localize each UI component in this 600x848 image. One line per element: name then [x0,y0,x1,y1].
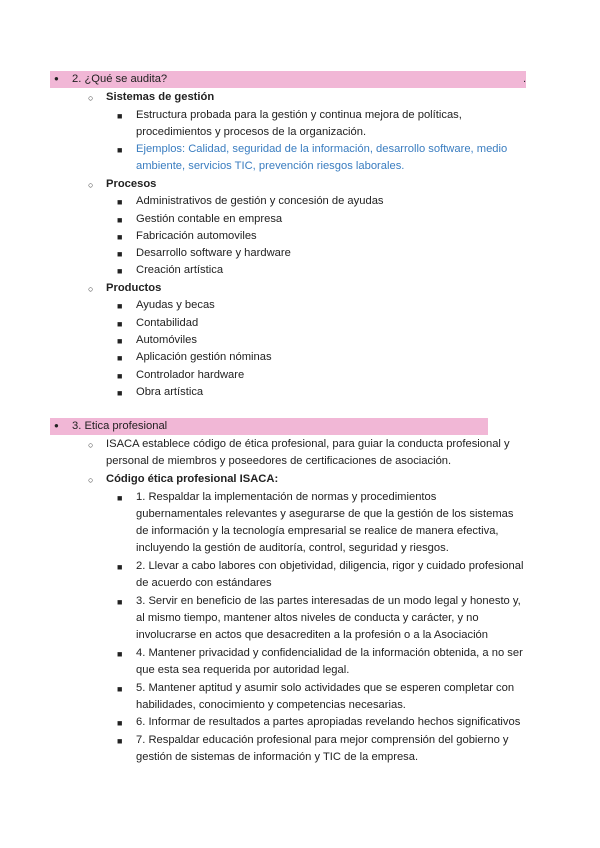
list-item-line: Gestión contable en empresa [136,213,283,225]
example-line: ambiente, servicios TIC, prevención riesgos laborales. [136,160,405,172]
code-item-line: 7. Respaldar educación profesional para mejor comprensión del gobierno y [136,734,509,746]
item-bullet: ■ [117,249,123,259]
subsection-bullet: ○ [88,475,94,485]
code-item-line: 2. Llevar a cabo labores con objetividad, diligencia, rigor y cuidado profesional [136,560,524,572]
list-item-line: Obra artística [136,386,204,398]
item-bullet: ■ [117,353,123,363]
item-bullet: ■ [117,111,123,121]
code-item-line: involucrarse en actos que desacrediten a la profesión o a la Asociación [136,629,489,641]
subsection-bullet: ○ [88,93,94,103]
code-item-line: 1. Respaldar la implementación de normas y procedimientos [136,491,437,503]
item-bullet: ■ [117,145,123,155]
subsection-bullet: ○ [88,440,94,450]
section-bullet: ● [54,74,59,83]
subsection-title: Procesos [106,178,157,190]
item-bullet: ■ [117,493,123,503]
item-bullet: ■ [117,232,123,242]
code-item-line: incluyendo la gestión de auditoría, control, seguridad y riesgos. [136,542,449,554]
list-item-line: Administrativos de gestión y concesión de ayudas [136,195,384,207]
subsection-bullet: ○ [88,180,94,190]
item-bullet: ■ [117,215,123,225]
code-item-line: 3. Servir en beneficio de las partes interesadas de un modo legal y honesto y, [136,595,521,607]
code-item-line: que esta sea requerida por autoridad legal. [136,664,350,676]
list-item-line: Contabilidad [136,317,199,329]
code-item-line: 4. Mantener privacidad y confidencialidad de la información obtenida, a no ser [136,647,523,659]
item-bullet: ■ [117,597,123,607]
intro-line: personal de miembros y poseedores de certificaciones de asociación. [106,455,452,467]
item-bullet: ■ [117,718,123,728]
code-item-line: gestión de sistemas de información y TIC de la empresa. [136,751,419,763]
item-bullet: ■ [117,736,123,746]
subsection-title: Productos [106,282,162,294]
section-2-heading: 2. ¿Qué se audita? [72,73,168,85]
list-item-line: Ayudas y becas [136,299,215,311]
section-bullet: ● [54,421,59,430]
subsection-title: Sistemas de gestión [106,91,215,103]
list-item-line: Creación artística [136,264,224,276]
subsection-bullet: ○ [88,284,94,294]
list-item-line: Fabricación automoviles [136,230,257,242]
code-item-line: habilidades, conocimiento y competencias necesarias. [136,699,406,711]
list-item-line: Automóviles [136,334,197,346]
item-bullet: ■ [117,371,123,381]
item-bullet: ■ [117,684,123,694]
list-item-line: Aplicación gestión nóminas [136,351,272,363]
list-item-line: Controlador hardware [136,369,245,381]
code-item-line: de acuerdo con estándares [136,577,272,589]
item-bullet: ■ [117,649,123,659]
intro-line: ISACA establece código de ética profesional, para guiar la conducta profesional y [106,438,510,450]
list-item-line: procedimientos y procesos de la organización. [136,126,367,138]
code-item-line: 6. Informar de resultados a partes apropiadas revelando hechos significativos [136,716,521,728]
example-line: Ejemplos: Calidad, seguridad de la información, desarrollo software, medio [136,143,508,155]
item-bullet: ■ [117,336,123,346]
item-bullet: ■ [117,301,123,311]
code-item-line: de información y la tecnología empresarial se realice de manera efectiva, [136,525,499,537]
code-item-line: 5. Mantener aptitud y asumir solo actividades que se esperen completar con [136,682,515,694]
section-2-heading-mark: . [523,73,527,85]
code-item-line: gubernamentales relevantes y asegurarse de que la gestión de los sistemas [136,508,514,520]
item-bullet: ■ [117,562,123,572]
code-item-line: al mismo tiempo, mantener altos niveles de conducta y carácter, y no [136,612,479,624]
section-3-heading: 3. Etica profesional [72,420,168,432]
list-item-line: Desarrollo software y hardware [136,247,291,259]
item-bullet: ■ [117,319,123,329]
subsection-title: Código ética profesional ISACA: [106,473,279,485]
item-bullet: ■ [117,388,123,398]
item-bullet: ■ [117,266,123,276]
list-item-line: Estructura probada para la gestión y continua mejora de políticas, [136,109,462,121]
item-bullet: ■ [117,197,123,207]
